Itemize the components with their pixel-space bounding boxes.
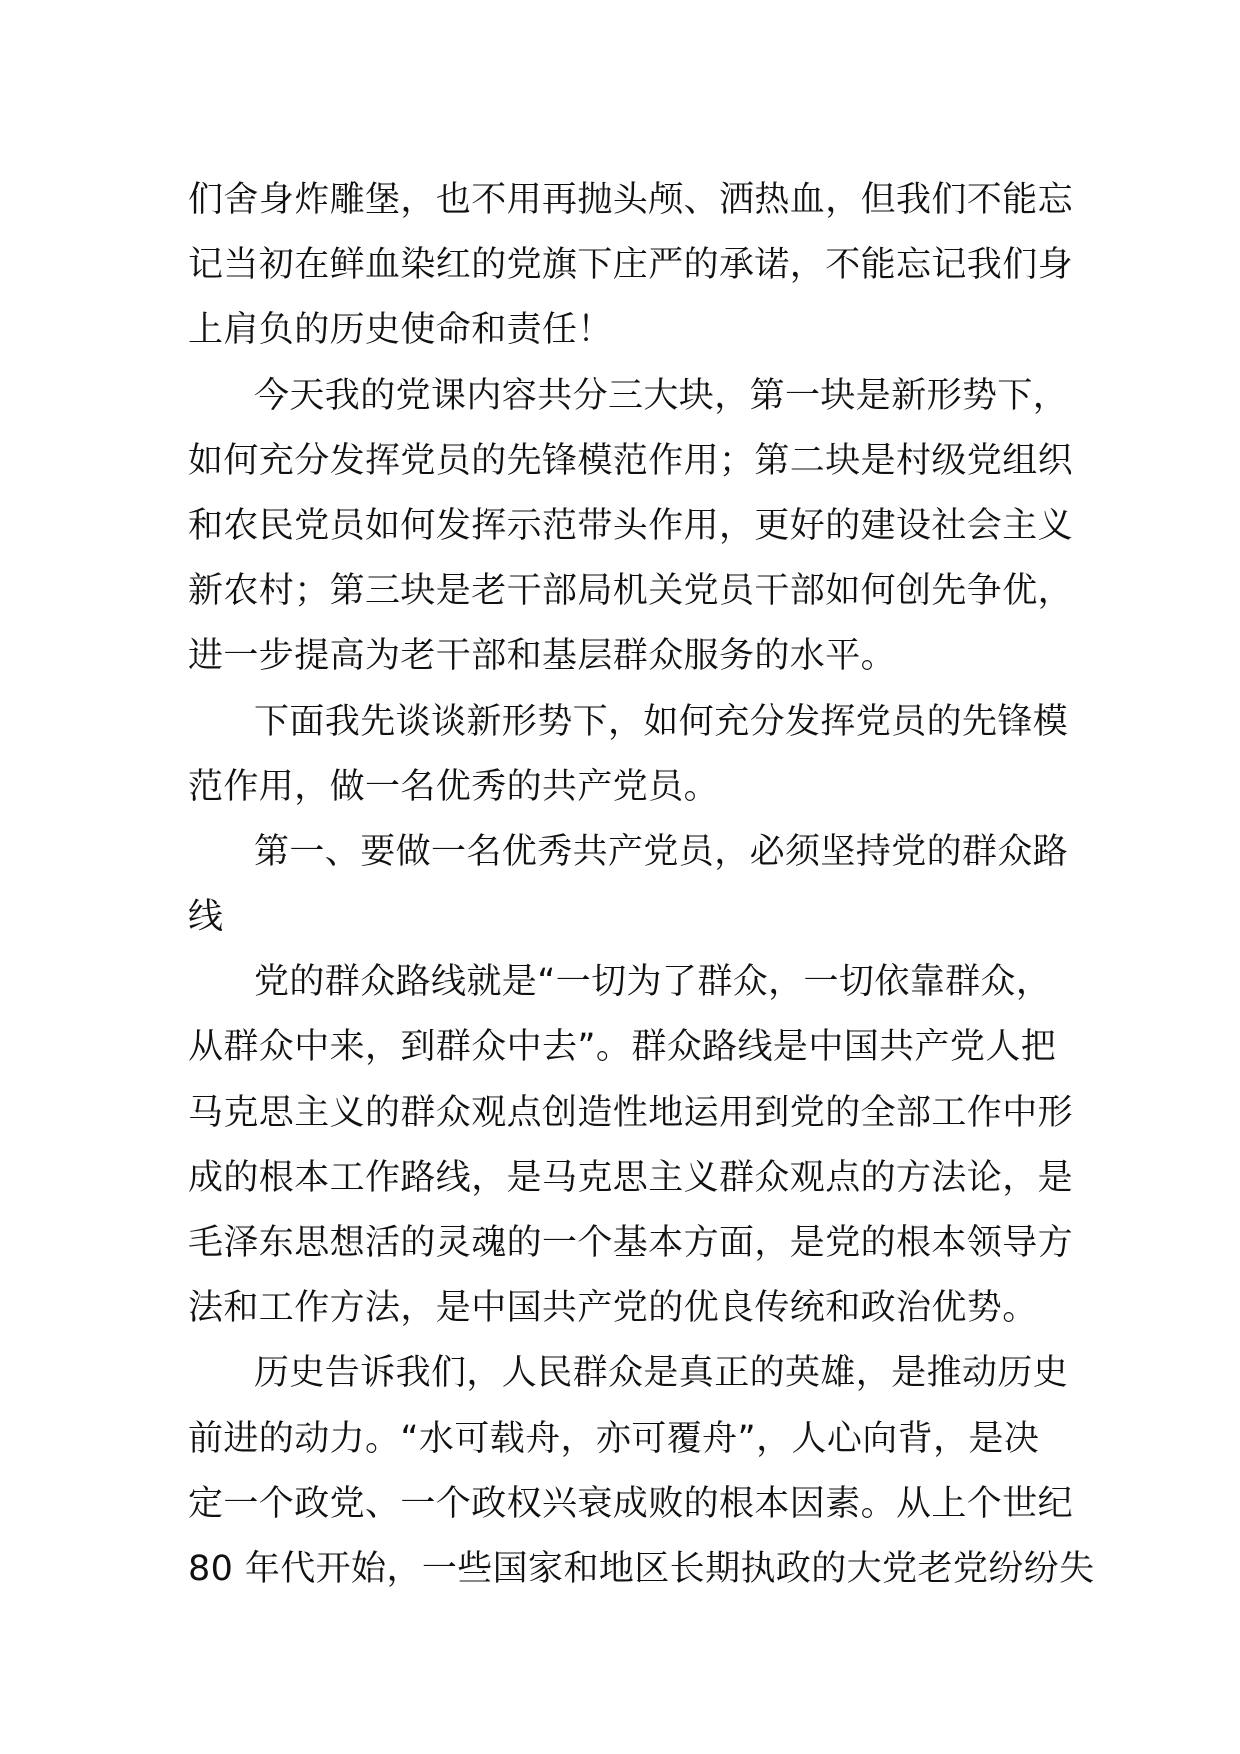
- text-line: 从群众中来，到群众中去”。群众路线是中国共产党人把: [188, 1027, 1057, 1068]
- paragraph-first-line: 今天我的党课内容共分三大块，第一块是新形势下，: [254, 375, 1069, 416]
- paragraph-first-line: 下面我先谈谈新形势下，如何充分发挥党员的先锋模: [254, 701, 1069, 742]
- text-line: 们舍身炸雕堡，也不用再抛头颅、洒热血，但我们不能忘: [188, 180, 1074, 220]
- text-line: 进一步提高为老干部和基层群众服务的水平。: [188, 636, 897, 677]
- section-heading-line: 第一、要做一名优秀共产党员，必须坚持党的群众路: [254, 831, 1069, 872]
- text-line: 法和工作方法，是中国共产党的优良传统和政治优势。: [188, 1288, 1038, 1329]
- text-line: 和农民党员如何发挥示范带头作用，更好的建设社会主义: [188, 505, 1074, 546]
- text-line: 毛泽东思想活的灵魂的一个基本方面，是党的根本领导方: [188, 1223, 1074, 1263]
- text-line: 记当初在鲜血染红的党旗下庄严的承诺，不能忘记我们身: [188, 245, 1074, 286]
- body-text: [188, 168, 1095, 1602]
- text-line: 定一个政党、一个政权兴衰成败的根本因素。从上个世纪: [188, 1483, 1074, 1524]
- text-line: 如何充分发挥党员的先锋模范作用；第二块是村级党组织: [188, 440, 1074, 481]
- text-line: 马克思主义的群众观点创造性地运用到党的全部工作中形: [188, 1092, 1074, 1133]
- section-heading-line: 线: [188, 897, 224, 938]
- paragraph-first-line: 党的群众路线就是“一切为了群众，一切依靠群众，: [254, 962, 1052, 1003]
- text-line: 80 年代开始，一些国家和地区长期执政的大党老党纷纷失: [188, 1548, 1095, 1589]
- text-line: 新农村；第三块是老干部局机关党员干部如何创先争优，: [188, 571, 1074, 612]
- text-line: 前进的动力。“水可载舟，亦可覆舟”，人心向背，是决: [188, 1418, 1040, 1459]
- text-line: 范作用，做一名优秀的共产党员。: [188, 766, 720, 807]
- text-line: 成的根本工作路线，是马克思主义群众观点的方法论，是: [188, 1157, 1074, 1198]
- text-line: 上肩负的历史使命和责任！: [188, 310, 613, 351]
- paragraph-first-line: 历史告诉我们，人民群众是真正的英雄，是推动历史: [254, 1353, 1069, 1394]
